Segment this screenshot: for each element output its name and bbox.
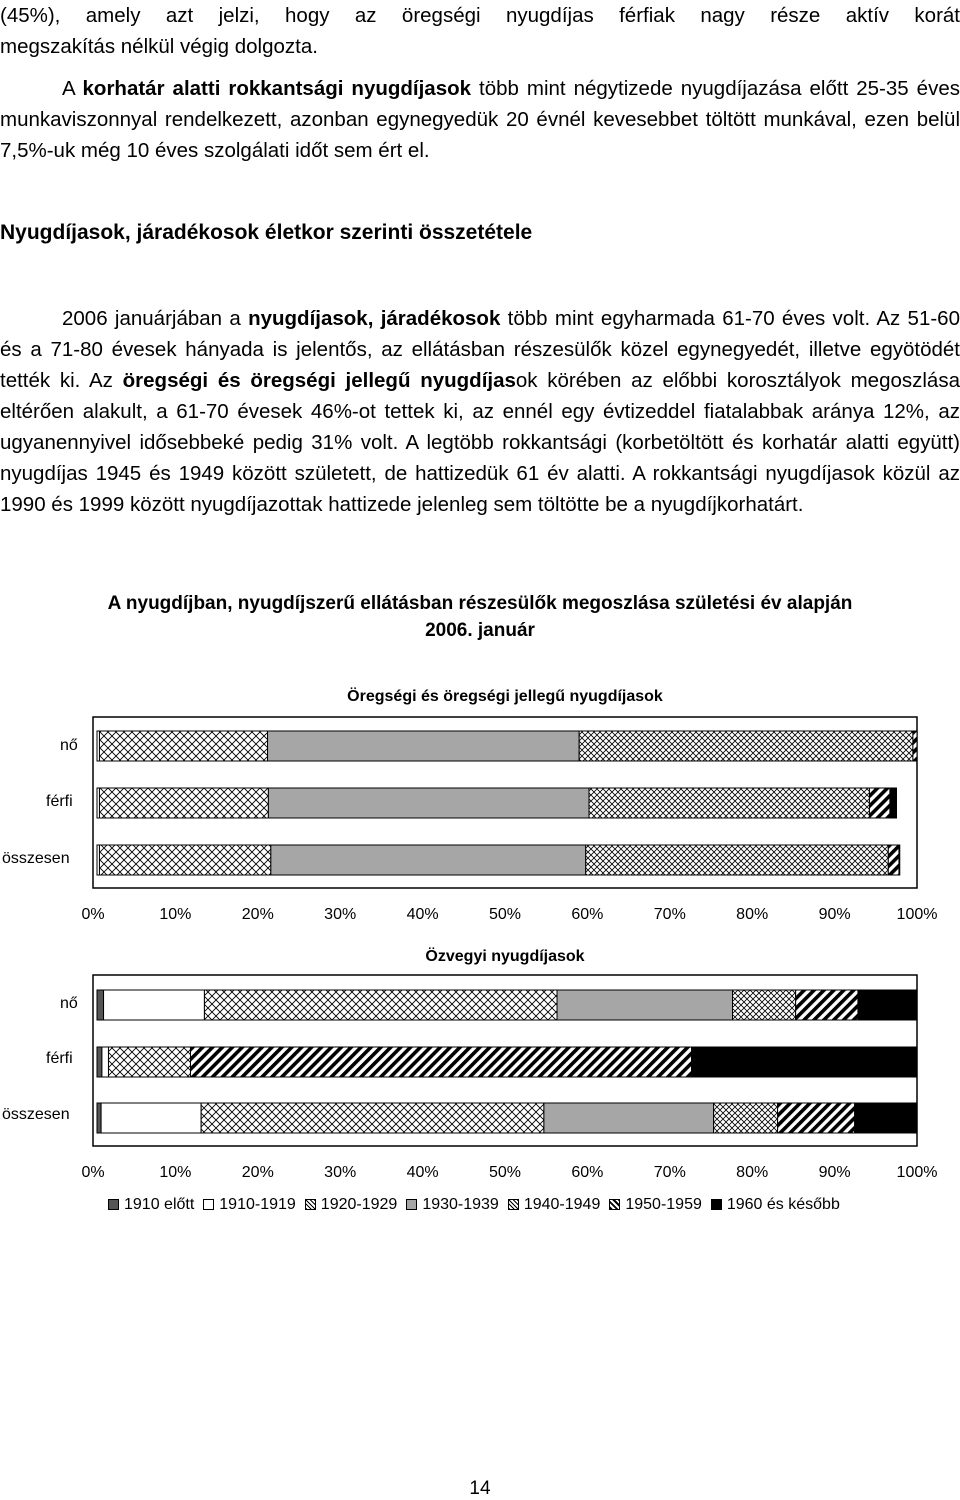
chart-2-bar-segment — [858, 990, 917, 1020]
legend-item — [305, 1196, 398, 1214]
chart-1-x-tick-label: 90% — [818, 906, 851, 923]
chart-1 — [93, 717, 917, 888]
chart-1-bar-segment — [890, 788, 897, 818]
chart-2-x-tick-label: 20% — [241, 1164, 274, 1181]
chart-2-bar-segment — [108, 1047, 190, 1077]
chart-2-row-label-osszesen: összesen — [2, 1106, 70, 1123]
chart-2-x-tick-label: 70% — [653, 1164, 686, 1181]
chart-1-bar-segment — [271, 845, 586, 875]
chart-1-title: Öregségi és öregségi jellegű nyugdíjasok — [347, 688, 663, 705]
legend-item — [108, 1196, 194, 1214]
chart-1-bar-segment — [913, 731, 917, 761]
legend-label: 1960 és később — [726, 1196, 840, 1213]
legend-swatch — [203, 1199, 214, 1210]
chart-2-bar-segment — [102, 1047, 109, 1077]
chart-2-x-tick-label: 0% — [81, 1164, 105, 1181]
chart-2-bar-segment — [855, 1103, 917, 1133]
chart-1-bar-segment — [899, 845, 900, 875]
paragraph-2-text-c: több mint négytizede nyugdíjazása előtt 25-35 éves munkaviszonnyal rendelkezett, azonban egynegyedük 20 évnél kevesebbet töltött munkával, ezen belül 7,5%-uk még 10 éves szolgálati időt sem ért el. — [0, 77, 960, 162]
chart-1-bar-segment — [869, 788, 890, 818]
section-heading: Nyugdíjasok, járadékosok életkor szerinti összetétele — [0, 221, 533, 244]
paragraph-3-text-c: több mint egyharmada 61-70 éves volt. Az 51-60 és a 71-80 évesek hányada is jelentős, az ellátásban részesülők közel egynegyedét, illetve egyötödét tették ki. Az — [0, 307, 960, 392]
legend-label: 1940-1949 — [523, 1196, 601, 1213]
chart-2-x-tick-label: 30% — [324, 1164, 357, 1181]
chart-2-x-tick-label: 10% — [159, 1164, 192, 1181]
chart-1-x-tick-label: 80% — [736, 906, 769, 923]
paragraph-2-emphasis: korhatár alatti rokkantsági nyugdíjasok — [82, 77, 472, 100]
paragraph-3-emphasis-2: öregségi és öregségi jellegű nyugdíjas — [122, 369, 516, 392]
legend-item — [508, 1196, 601, 1214]
chart-2-bar-segment — [544, 1103, 714, 1133]
chart-2-row-label-no: nő — [60, 995, 78, 1012]
chart-1-x-tick-label: 30% — [324, 906, 357, 923]
chart-2-bar-segment — [778, 1103, 855, 1133]
legend-swatch — [305, 1199, 316, 1210]
legend-label: 1910-1919 — [219, 1196, 296, 1213]
chart-2-x-tick-label: 50% — [488, 1164, 522, 1181]
chart-1-bar-segment — [589, 788, 869, 818]
chart-2-bar-segment — [97, 1103, 101, 1133]
chart-1-x-tick-label: 70% — [653, 906, 686, 923]
paragraph-3-text-e: ok körében az előbbi korosztályok megoszlása eltérően alakult, a 61-70 évesek 46%-ot tettek ki, az ennél egy évtizeddel fiatalabbak aránya 12%, az ugyanennyivel idősebbeké pedig 31% volt. A legtöbb rokkantsági (korbetöltött és korhatár alatti együtt) nyugdíjas 1945 és 1949 között született, de hattizedük 61 év alatti. A rokkantsági nyugdíjasok közül az 1990 és 1999 között nyugdíjazottak hattizede jelenleg sem töltötte be a nyugdíjkorhatárt. — [0, 369, 960, 516]
chart-1-row-label-osszesen: összesen — [2, 850, 70, 867]
chart-2-bar-segment — [97, 1047, 102, 1077]
legend-swatch — [406, 1199, 417, 1210]
chart-1-bar-segment — [99, 788, 268, 818]
chart-1-row-label-ferfi: férfi — [46, 793, 73, 810]
paragraph-1-line-1: (45%), amely azt jelzi, hogy az öregségi nyugdíjas férfiak nagy része aktív korát — [0, 4, 960, 27]
chart-2-bar-segment — [714, 1103, 778, 1133]
chart-1-bar-segment — [586, 845, 889, 875]
legend-item — [203, 1196, 296, 1214]
figure-caption-line-2: 2006. január — [425, 620, 535, 641]
chart-2-bar-segment — [101, 1103, 201, 1133]
chart-2-bar-segment — [204, 990, 557, 1020]
paragraph-2-text-a: A — [62, 77, 83, 100]
chart-1-x-tick-label: 50% — [488, 906, 522, 923]
chart-2-x-tick-label: 80% — [736, 1164, 769, 1181]
figure-caption-line-1: A nyugdíjban, nyugdíjszerű ellátásban részesülők megoszlása születési év alapján — [107, 593, 853, 614]
page-number: 14 — [469, 1478, 491, 1499]
chart-2-bar-segment — [190, 1047, 691, 1077]
chart-1-bar-segment — [99, 845, 270, 875]
paragraph-3-text-a: 2006 januárjában a — [62, 307, 249, 330]
legend-swatch — [711, 1199, 722, 1210]
legend-swatch — [609, 1199, 620, 1210]
chart-1-x-tick-label: 0% — [81, 906, 105, 923]
chart-2-bar-segment — [201, 1103, 544, 1133]
chart-1-bar-segment — [268, 731, 580, 761]
chart-1-x-tick-label: 40% — [406, 906, 439, 923]
legend-label: 1930-1939 — [422, 1196, 499, 1213]
legend-label: 1950-1959 — [625, 1196, 702, 1213]
chart-1-bar-segment — [579, 731, 913, 761]
chart-1-bar-segment — [99, 731, 267, 761]
legend-item — [711, 1196, 840, 1214]
paragraph-1-line-2: megszakítás nélkül végig dolgozta. — [0, 35, 318, 58]
chart-1-x-tick-label: 20% — [241, 906, 274, 923]
legend-label: 1910 előtt — [124, 1196, 195, 1213]
chart-2-bar-segment — [104, 990, 205, 1020]
legend-label: 1920-1929 — [320, 1196, 398, 1213]
chart-2-bar-segment — [97, 990, 104, 1020]
chart-2 — [93, 975, 917, 1146]
chart-1-row-label-no: nő — [60, 737, 78, 754]
chart-2-x-tick-label: 90% — [818, 1164, 851, 1181]
chart-2-x-tick-label: 100% — [896, 1164, 938, 1181]
paragraph-3-emphasis-1: nyugdíjasok, járadékosok — [248, 307, 501, 330]
chart-2-x-tick-label: 60% — [571, 1164, 604, 1181]
chart-2-bar-segment — [692, 1047, 918, 1077]
chart-2-bar-segment — [557, 990, 732, 1020]
chart-2-bar-segment — [796, 990, 858, 1020]
chart-1-bar-segment — [268, 788, 589, 818]
legend-swatch — [508, 1199, 519, 1210]
chart-2-row-label-ferfi: férfi — [46, 1050, 73, 1067]
legend-item — [609, 1196, 702, 1214]
chart-legend — [108, 1196, 849, 1214]
legend-swatch — [108, 1199, 119, 1210]
legend-item — [406, 1196, 499, 1214]
chart-1-x-tick-label: 100% — [896, 906, 938, 923]
chart-2-x-tick-label: 40% — [406, 1164, 439, 1181]
chart-1-x-tick-label: 10% — [159, 906, 192, 923]
chart-2-bar-segment — [733, 990, 796, 1020]
chart-1-bar-segment — [888, 845, 899, 875]
chart-2-title: Özvegyi nyugdíjasok — [425, 948, 585, 965]
chart-1-x-tick-label: 60% — [571, 906, 604, 923]
